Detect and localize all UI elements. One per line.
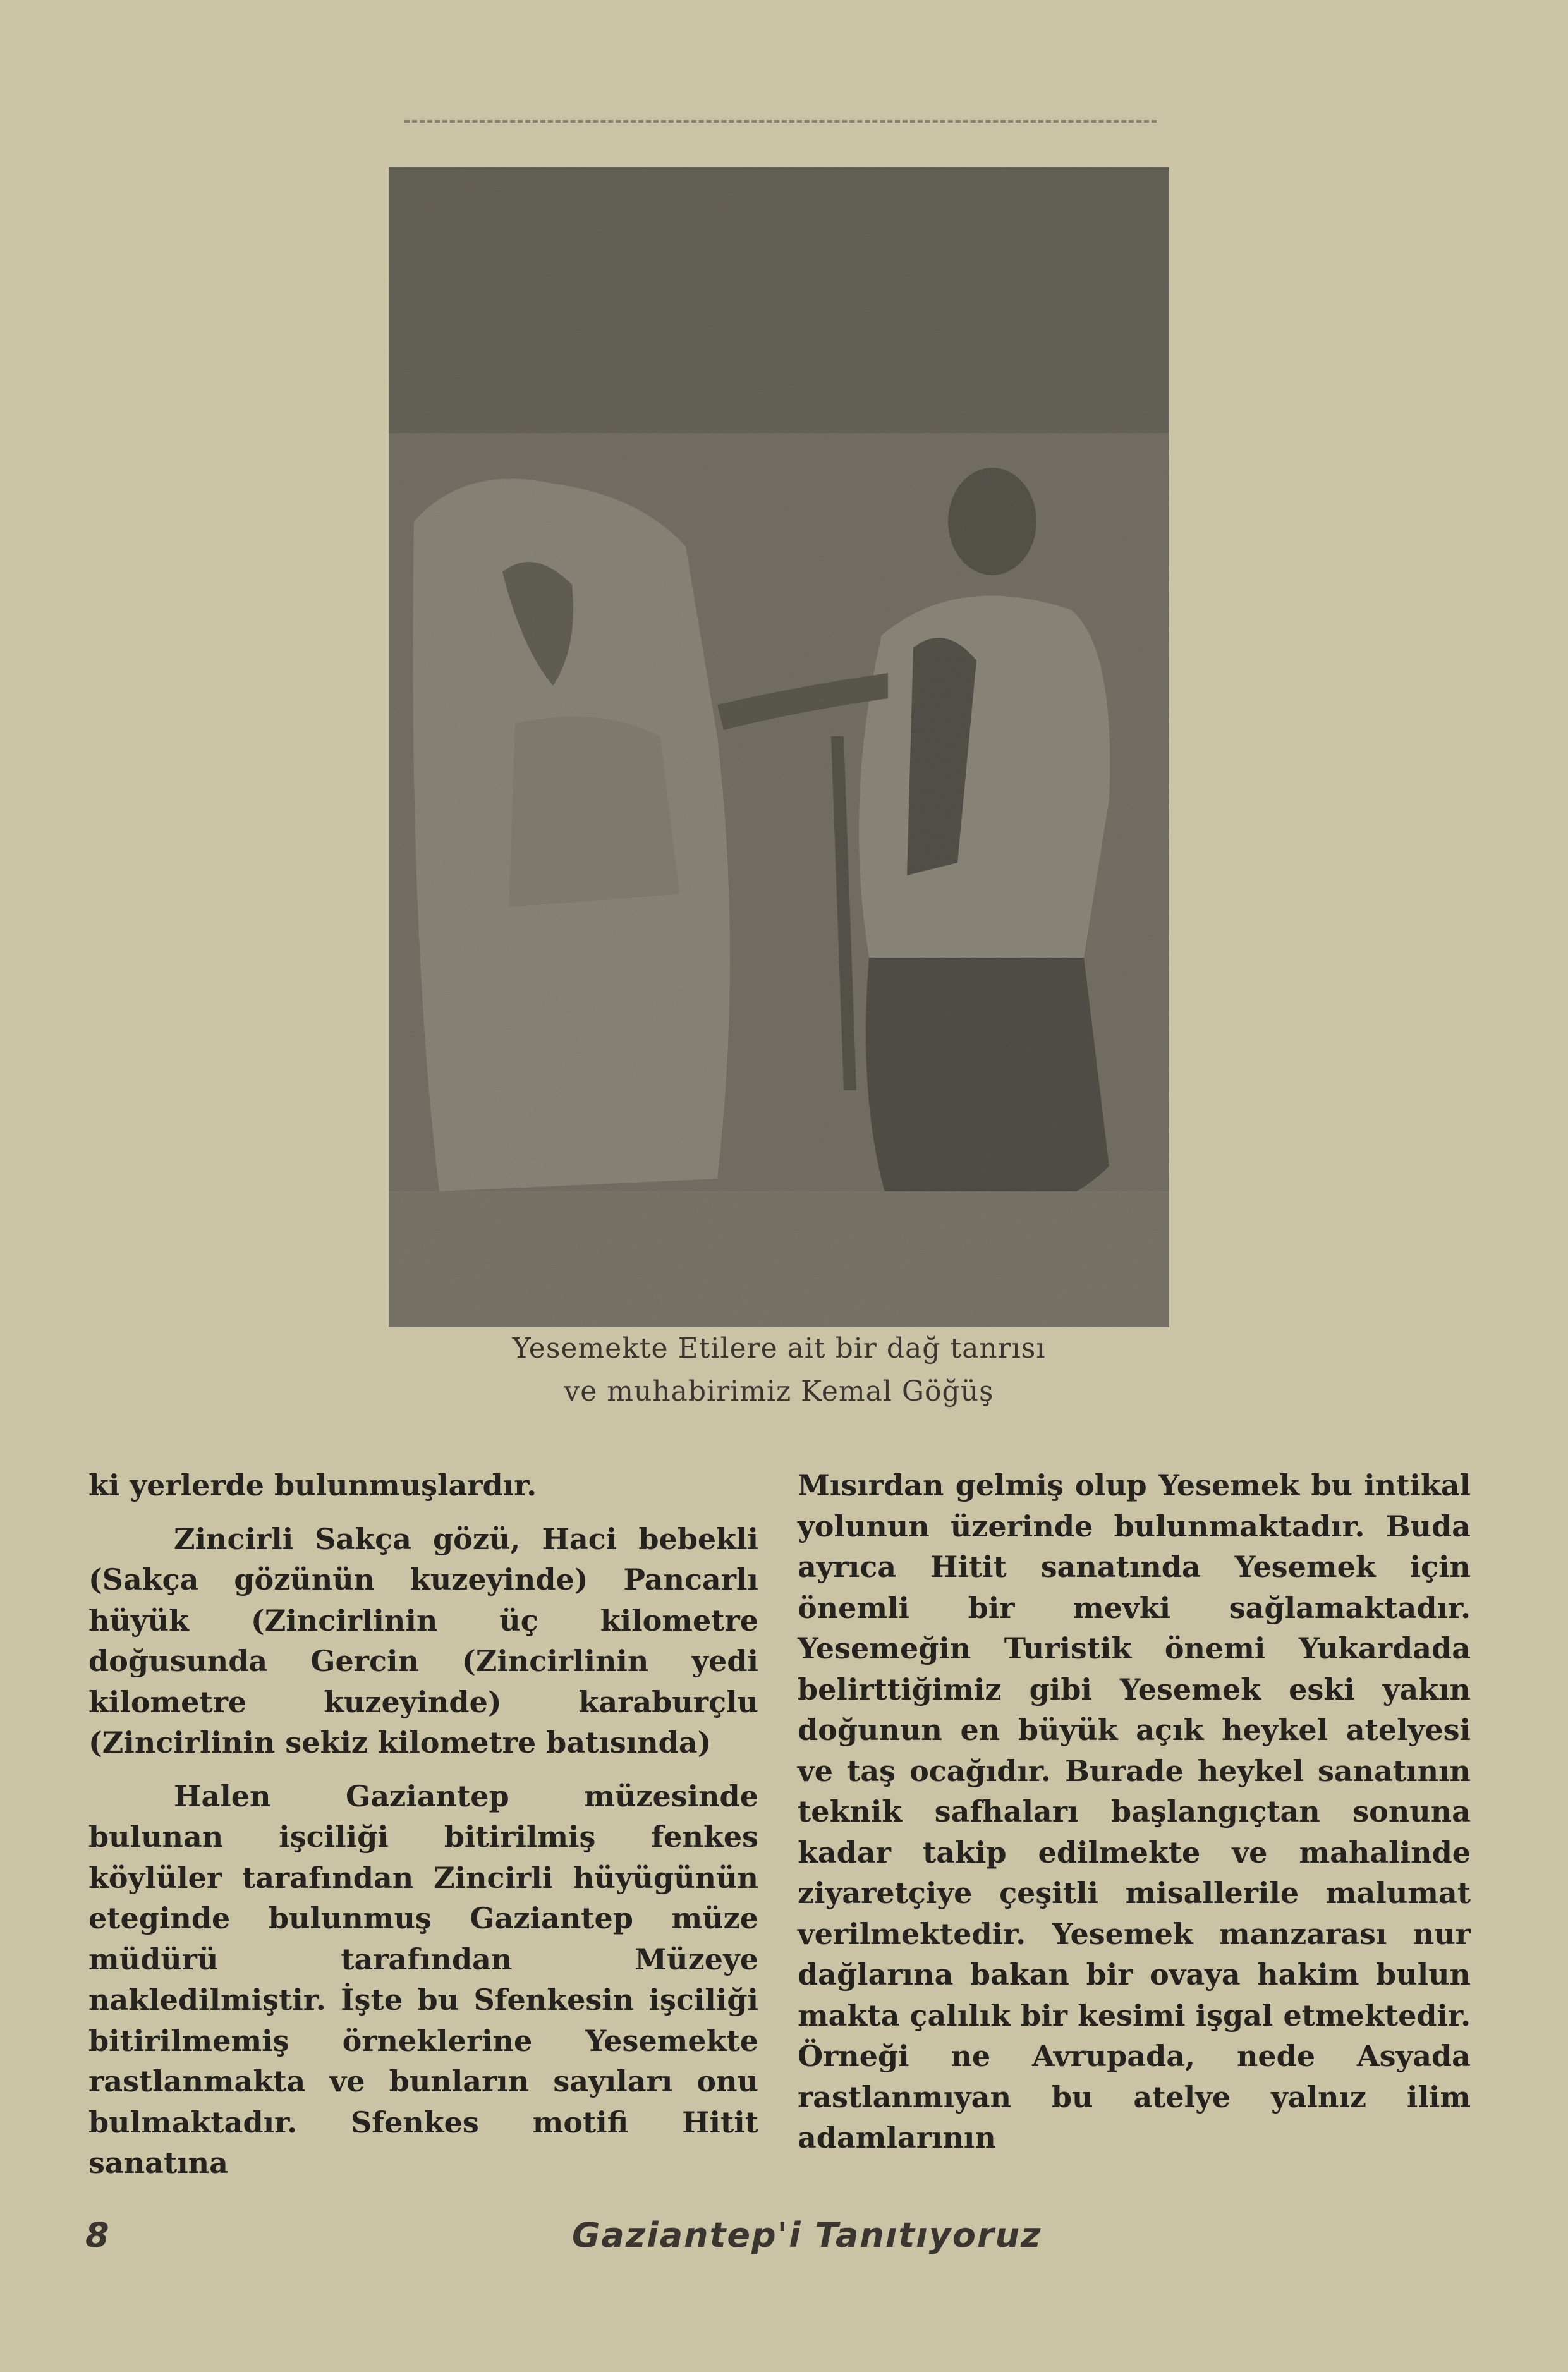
right-column: [798, 1465, 1471, 2171]
running-title: Gaziantep'i Tanıtıyoruz: [572, 2215, 1042, 2255]
top-rule: [404, 120, 1157, 123]
left-paragraph-2: Zincirli Sakça gözü, Haci bebekli (Sakça gözünün kuzeyinde) Pancarlı hüyük (Zincirlinin üç kilometre doğusunda Gercin (Zincirlinin yedi kilometre kuzeyinde) karaburçlu (Zincirlinin sekiz kilometre batısında): [88, 1521, 758, 1760]
photo-caption: [389, 1327, 1169, 1413]
page-footer: [0, 2215, 1568, 2266]
left-paragraph-1: ki yerlerde bulunmuşlardır.: [88, 1468, 537, 1502]
photograph: [389, 167, 1169, 1327]
caption-line-2: ve muhabirimiz Kemal Göğüş: [564, 1375, 994, 1408]
right-paragraph-1: Mısırdan gelmiş olup Yesemek bu intikal yolunun üzerinde bulunmaktadır. Buda ayrıca Hitit sanatında Yesemek için önemli bir mevki sağlamaktadır. Yesemeğin Turistik önemi Yukardada belirttiğimiz gibi Yesemek eski yakın doğunun en büyük açık heykel atelyesi ve taş ocağıdır. Burade heykel sanatının teknik safhaları başlangıçtan sonuna kadar takip edilmekte ve mahalinde ziyaretçiye çeşitli misallerile malumat verilmektedir. Yesemek manzarası nur dağlarına bakan bir ovaya hakim bulun makta çalılık bir kesimi işgal etmektedir. Örneği ne Avrupada, nede Asyada rastlanmıyan bu atelye yalnız ilim adamlarının: [798, 1468, 1471, 2155]
photo-illustration-icon: [389, 167, 1169, 1327]
caption-line-1: Yesemekte Etilere ait bir dağ tanrısı: [512, 1332, 1046, 1365]
left-paragraph-3: Halen Gaziantep müzesinde bulunan işciliği bitirilmiş fenkes köylüler tarafından Zincirli hüyügünün eteginde bulunmuş Gaziantep müze müdürü tarafından Müzeye nakledilmiştir. İşte bu Sfenkesin işciliği bitirilmemiş örneklerine Yesemekte rastlanmakta ve bunların sayıları onu bulmaktadır. Sfenkes motifi Hitit sanatına: [88, 1779, 758, 2180]
left-column: [88, 1465, 758, 2196]
page-number: 8: [85, 2215, 109, 2255]
